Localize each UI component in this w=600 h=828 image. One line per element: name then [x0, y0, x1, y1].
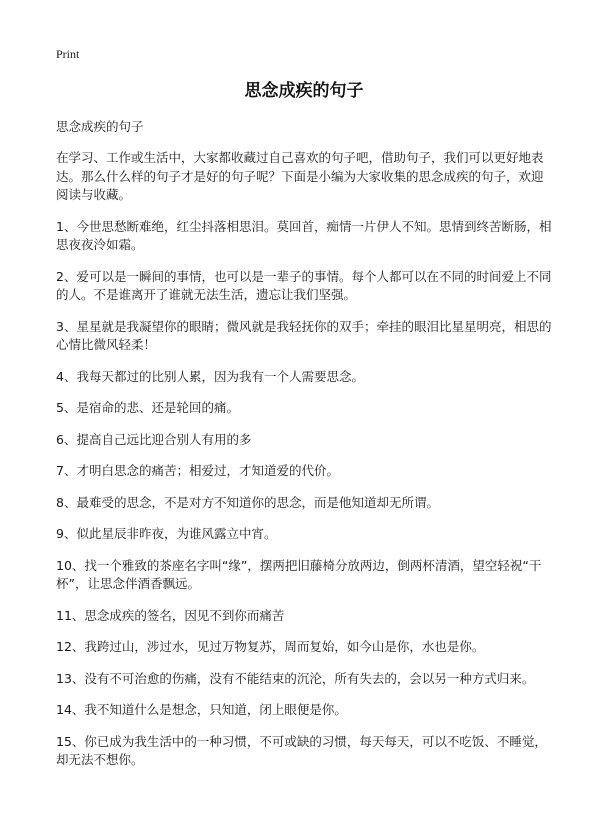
document-page [56, 46, 552, 782]
list-item: 13、没有不可治愈的伤痛，没有不能结束的沉沦，所有失去的，会以另一种方式归来。 [56, 670, 535, 686]
list-item: 8、最难受的思念，不是对方不知道你的思念，而是他知道却无所谓。 [56, 494, 439, 510]
print-link[interactable]: Print [56, 47, 80, 61]
list-item: 10、找一个雅致的茶座名字叫“缘”，摆两把旧藤椅分放两边，倒两杯清酒，望空轻祝“干杯”，让思念伴酒香飘远。 [56, 557, 542, 591]
list-item: 15、你已成为我生活中的一种习惯，不可或缺的习惯，每天每天，可以不吃饭、不睡觉，却无法不想你。 [56, 733, 547, 767]
list-item: 4、我每天都过的比别人累，因为我有一个人需要思念。 [56, 368, 364, 384]
page-title: 思念成疾的句子 [244, 81, 364, 101]
list-item: 2、爱可以是一瞬间的事情，也可以是一辈子的事情。每个人都可以在不同的时间爱上不同的人。不是谁离开了谁就无法生活，遗忘让我们坚强。 [56, 268, 552, 302]
list-item: 9、似此星辰非昨夜，为谁风露立中宵。 [56, 526, 277, 541]
list-item: 5、是宿命的悲、还是轮回的痛。 [56, 400, 239, 415]
list-item: 14、我不知道什么是想念，只知道，闭上眼便是你。 [56, 702, 347, 717]
article-subtitle: 思念成疾的句子 [56, 119, 144, 134]
intro-paragraph: 在学习、工作或生活中，大家都收藏过自己喜欢的句子吧，借助句子，我们可以更好地表达。那么什么样的句子才是好的句子呢？下面是小编为大家收集的思念成疾的句子，欢迎阅读与收藏。 [56, 150, 544, 202]
list-item: 11、思念成疾的签名，因见不到你而痛苦 [56, 607, 285, 623]
list-item: 3、星星就是我凝望你的眼睛；微风就是我轻抚你的双手；牵挂的眼泪比星星明亮，相思的心情比微风轻柔！ [56, 318, 552, 352]
list-item: 12、我跨过山，涉过水，见过万物复苏，周而复始，如今山是你，水也是你。 [56, 639, 485, 654]
list-item: 6、提高自己远比迎合别人有用的多 [56, 431, 252, 447]
list-item: 1、今世思愁断难绝，红尘抖落相思泪。莫回首，痴情一片伊人不知。思情到终苦断肠，相思夜夜泠如霜。 [56, 218, 552, 252]
list-item: 7、才明白思念的痛苦；相爱过，才知道爱的代价。 [56, 463, 339, 478]
